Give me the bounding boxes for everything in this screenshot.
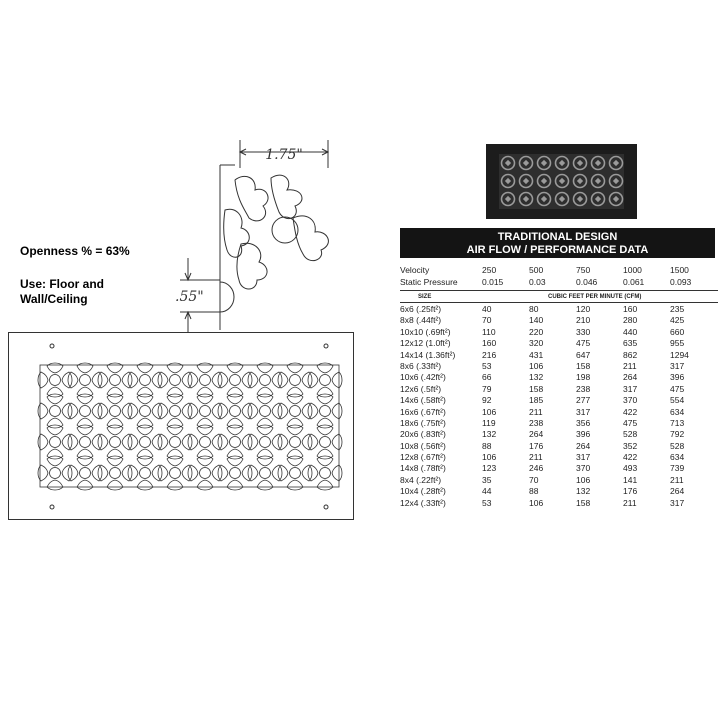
- size-cell: 10x10 (.69ft²): [400, 326, 451, 337]
- size-cell: 12x12 (1.0ft²): [400, 338, 451, 349]
- cfm-cell: 140: [529, 315, 544, 326]
- cfm-cell: 220: [529, 326, 544, 337]
- pressure-cell: 0.046: [576, 277, 598, 287]
- cfm-cell: 647: [576, 349, 591, 360]
- cfm-cell: 317: [576, 406, 591, 417]
- table-header: [400, 292, 718, 302]
- cfm-cell: 396: [576, 429, 591, 440]
- cfm-cell: 211: [623, 360, 637, 371]
- size-cell: 12x6 (.5ft²): [400, 383, 442, 394]
- cfm-cell: 660: [670, 326, 685, 337]
- size-cell: 10x4 (.28ft²): [400, 486, 446, 497]
- velocity-cell: 750: [576, 265, 591, 275]
- banner-subtitle: AIR FLOW / PERFORMANCE DATA: [466, 244, 649, 256]
- cfm-cell: 264: [529, 429, 544, 440]
- cfm-cell: 370: [623, 395, 638, 406]
- cfm-cell: 317: [670, 360, 685, 371]
- size-cell: 14x6 (.58ft²): [400, 395, 446, 406]
- size-cell: 12x8 (.67ft²): [400, 452, 446, 463]
- cfm-cell: 264: [623, 372, 638, 383]
- pressure-cell: 0.061: [623, 277, 645, 287]
- cfm-cell: 264: [670, 486, 685, 497]
- cfm-cell: 88: [482, 440, 492, 451]
- cfm-cell: 352: [623, 440, 638, 451]
- cfm-cell: 53: [482, 360, 492, 371]
- cfm-cell: 211: [623, 497, 637, 508]
- pattern-detail-drawing: [175, 140, 365, 340]
- openness-note: Openness % = 63%: [20, 244, 130, 258]
- velocity-cell: 1000: [623, 265, 642, 275]
- table-row: [400, 327, 718, 338]
- table-row: [400, 372, 718, 383]
- pressure-row: [400, 276, 718, 288]
- cfm-cell: 528: [670, 440, 685, 451]
- cfm-cell: 44: [482, 486, 492, 497]
- cfm-cell: 528: [623, 429, 638, 440]
- cfm-cell: 88: [529, 486, 539, 497]
- table-row: [400, 475, 718, 486]
- cfm-cell: 185: [529, 395, 544, 406]
- table-row: [400, 350, 718, 361]
- cfm-cell: 160: [482, 338, 497, 349]
- cfm-cell: 475: [576, 338, 591, 349]
- cfm-cell: 739: [670, 463, 685, 474]
- grille-photo: [486, 144, 637, 219]
- pressure-cell: 0.015: [482, 277, 504, 287]
- cfm-cell: 79: [482, 383, 492, 394]
- grille-drawing: [8, 332, 354, 520]
- cfm-cell: 211: [670, 474, 684, 485]
- airflow-table: [400, 264, 718, 509]
- cfm-cell: 120: [576, 304, 591, 314]
- cfm-cell: 317: [670, 497, 685, 508]
- cfm-cell: 370: [576, 463, 591, 474]
- cfm-cell: 123: [482, 463, 497, 474]
- cfm-cell: 475: [623, 417, 638, 428]
- cfm-cell: 141: [623, 474, 638, 485]
- cfm-cell: 119: [482, 417, 496, 428]
- table-row: [400, 304, 718, 315]
- table-row: [400, 486, 718, 497]
- size-cell: 8x4 (.22ft²): [400, 474, 442, 485]
- size-cell: 10x6 (.42ft²): [400, 372, 446, 383]
- cfm-cell: 198: [576, 372, 591, 383]
- cfm-cell: 425: [670, 315, 685, 326]
- cfm-cell: 862: [623, 349, 638, 360]
- cfm-cell: 475: [670, 383, 685, 394]
- table-divider: [400, 290, 718, 291]
- height-dimension-label: .55": [175, 289, 204, 305]
- use-note-line2: Wall/Ceiling: [20, 292, 88, 306]
- cfm-cell: 110: [482, 326, 496, 337]
- cfm-cell: 634: [670, 452, 685, 463]
- cfm-header: CUBIC FEET PER MINUTE (CFM): [548, 294, 642, 300]
- table-row: [400, 498, 718, 509]
- cfm-cell: 106: [576, 474, 591, 485]
- cfm-cell: 396: [670, 372, 685, 383]
- table-row: [400, 441, 718, 452]
- table-row: [400, 407, 718, 418]
- cfm-cell: 356: [576, 417, 591, 428]
- size-cell: 16x6 (.67ft²): [400, 406, 446, 417]
- table-row: [400, 418, 718, 429]
- cfm-cell: 158: [576, 360, 591, 371]
- cfm-cell: 132: [482, 429, 497, 440]
- cfm-cell: 264: [576, 440, 591, 451]
- size-cell: 14x14 (1.36ft²): [400, 349, 456, 360]
- pressure-cell: 0.093: [670, 277, 692, 287]
- cfm-cell: 92: [482, 395, 492, 406]
- cfm-cell: 792: [670, 429, 685, 440]
- cfm-cell: 40: [482, 304, 492, 314]
- cfm-cell: 431: [529, 349, 544, 360]
- cfm-cell: 635: [623, 338, 638, 349]
- velocity-cell: 500: [529, 265, 544, 275]
- table-row: [400, 338, 718, 349]
- size-cell: 8x6 (.33ft²): [400, 360, 442, 371]
- cfm-cell: 317: [623, 383, 638, 394]
- velocity-cell: 1500: [670, 265, 689, 275]
- cfm-cell: 80: [529, 304, 539, 314]
- table-row: [400, 429, 718, 440]
- size-cell: 20x6 (.83ft²): [400, 429, 446, 440]
- cfm-cell: 246: [529, 463, 544, 474]
- cfm-cell: 210: [576, 315, 591, 326]
- velocity-label: Velocity: [400, 265, 430, 275]
- cfm-cell: 216: [482, 349, 497, 360]
- cfm-cell: 280: [623, 315, 638, 326]
- cfm-cell: 634: [670, 406, 685, 417]
- performance-banner: [400, 228, 715, 258]
- width-dimension-label: 1.75": [265, 147, 303, 163]
- cfm-cell: 277: [576, 395, 591, 406]
- size-cell: 10x8 (.56ft²): [400, 440, 446, 451]
- table-row: [400, 315, 718, 326]
- table-row: [400, 463, 718, 474]
- cfm-cell: 132: [576, 486, 591, 497]
- size-cell: 12x4 (.33ft²): [400, 497, 446, 508]
- banner-title: TRADITIONAL DESIGN: [497, 231, 618, 243]
- cfm-cell: 713: [670, 417, 685, 428]
- cfm-cell: 493: [623, 463, 638, 474]
- cfm-cell: 176: [623, 486, 638, 497]
- cfm-cell: 106: [482, 406, 497, 417]
- cfm-cell: 440: [623, 326, 638, 337]
- cfm-cell: 422: [623, 452, 638, 463]
- cfm-cell: 238: [576, 383, 591, 394]
- cfm-cell: 235: [670, 304, 685, 314]
- cfm-cell: 554: [670, 395, 685, 406]
- cfm-cell: 132: [529, 372, 544, 383]
- cfm-cell: 1294: [670, 349, 689, 360]
- size-header: SIZE: [418, 294, 432, 300]
- cfm-cell: 211: [529, 406, 543, 417]
- cfm-cell: 317: [576, 452, 591, 463]
- velocity-row: [400, 264, 718, 276]
- cfm-cell: 158: [529, 383, 544, 394]
- pressure-label: Static Pressure: [400, 277, 458, 287]
- table-divider: [400, 302, 718, 303]
- cfm-cell: 35: [482, 474, 492, 485]
- cfm-cell: 330: [576, 326, 591, 337]
- size-cell: 18x6 (.75ft²): [400, 417, 446, 428]
- cfm-cell: 211: [529, 452, 543, 463]
- cfm-cell: 70: [529, 474, 539, 485]
- cfm-cell: 66: [482, 372, 492, 383]
- pressure-cell: 0.03: [529, 277, 546, 287]
- table-row: [400, 384, 718, 395]
- cfm-cell: 106: [529, 497, 544, 508]
- cfm-cell: 176: [529, 440, 544, 451]
- use-note-line1: Use: Floor and: [20, 277, 105, 291]
- size-cell: 8x8 (.44ft²): [400, 315, 442, 326]
- table-row: [400, 361, 718, 372]
- table-row: [400, 452, 718, 463]
- cfm-cell: 106: [482, 452, 497, 463]
- table-row: [400, 395, 718, 406]
- cfm-cell: 955: [670, 338, 685, 349]
- size-cell: 6x6 (.25ft²): [400, 304, 442, 314]
- cfm-cell: 158: [576, 497, 591, 508]
- cfm-cell: 106: [529, 360, 544, 371]
- cfm-cell: 238: [529, 417, 544, 428]
- cfm-cell: 70: [482, 315, 492, 326]
- cfm-cell: 320: [529, 338, 544, 349]
- size-cell: 14x8 (.78ft²): [400, 463, 446, 474]
- cfm-cell: 53: [482, 497, 492, 508]
- cfm-cell: 422: [623, 406, 638, 417]
- cfm-cell: 160: [623, 304, 638, 314]
- velocity-cell: 250: [482, 265, 497, 275]
